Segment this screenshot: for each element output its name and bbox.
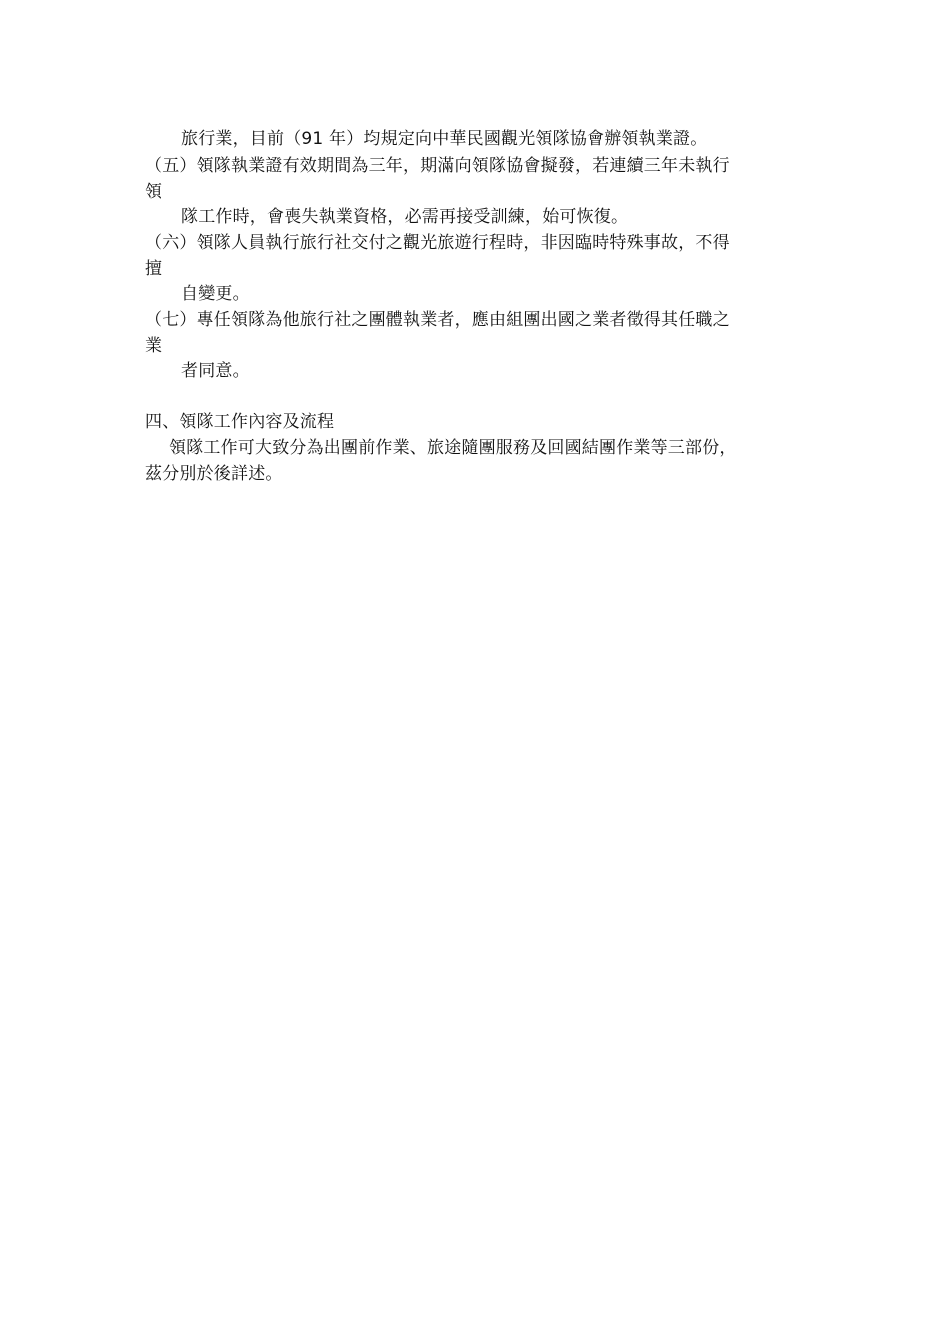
text-line-3: 領 [145,182,163,202]
text-line-12: 領隊工作可大致分為出團前作業、旅途隨團服務及回國結團作業等三部份， [169,438,737,458]
text-line-1: 旅行業，目前（91 年）均規定向中華民國觀光領隊協會辦領執業證。 [181,129,708,149]
text-line-5: （六）領隊人員執行旅行社交付之觀光旅遊行程時，非因臨時特殊事故，不得 [145,233,730,253]
text-line-7: 自變更。 [181,284,250,304]
text-line-2: （五）領隊執業證有效期間為三年，期滿向領隊協會擬發，若連續三年未執行 [145,156,730,176]
text-line-8: （七）專任領隊為他旅行社之團體執業者，應由組團出國之業者徵得其任職之 [145,310,730,330]
text-line-10: 者同意。 [181,361,250,381]
text-line-13: 茲分別於後詳述。 [145,464,283,484]
text-line-6: 擅 [145,259,163,279]
section-heading: 四、領隊工作內容及流程 [145,412,335,432]
text-line-9: 業 [145,336,163,356]
text-line-4: 隊工作時，會喪失執業資格，必需再接受訓練，始可恢復。 [181,207,629,227]
